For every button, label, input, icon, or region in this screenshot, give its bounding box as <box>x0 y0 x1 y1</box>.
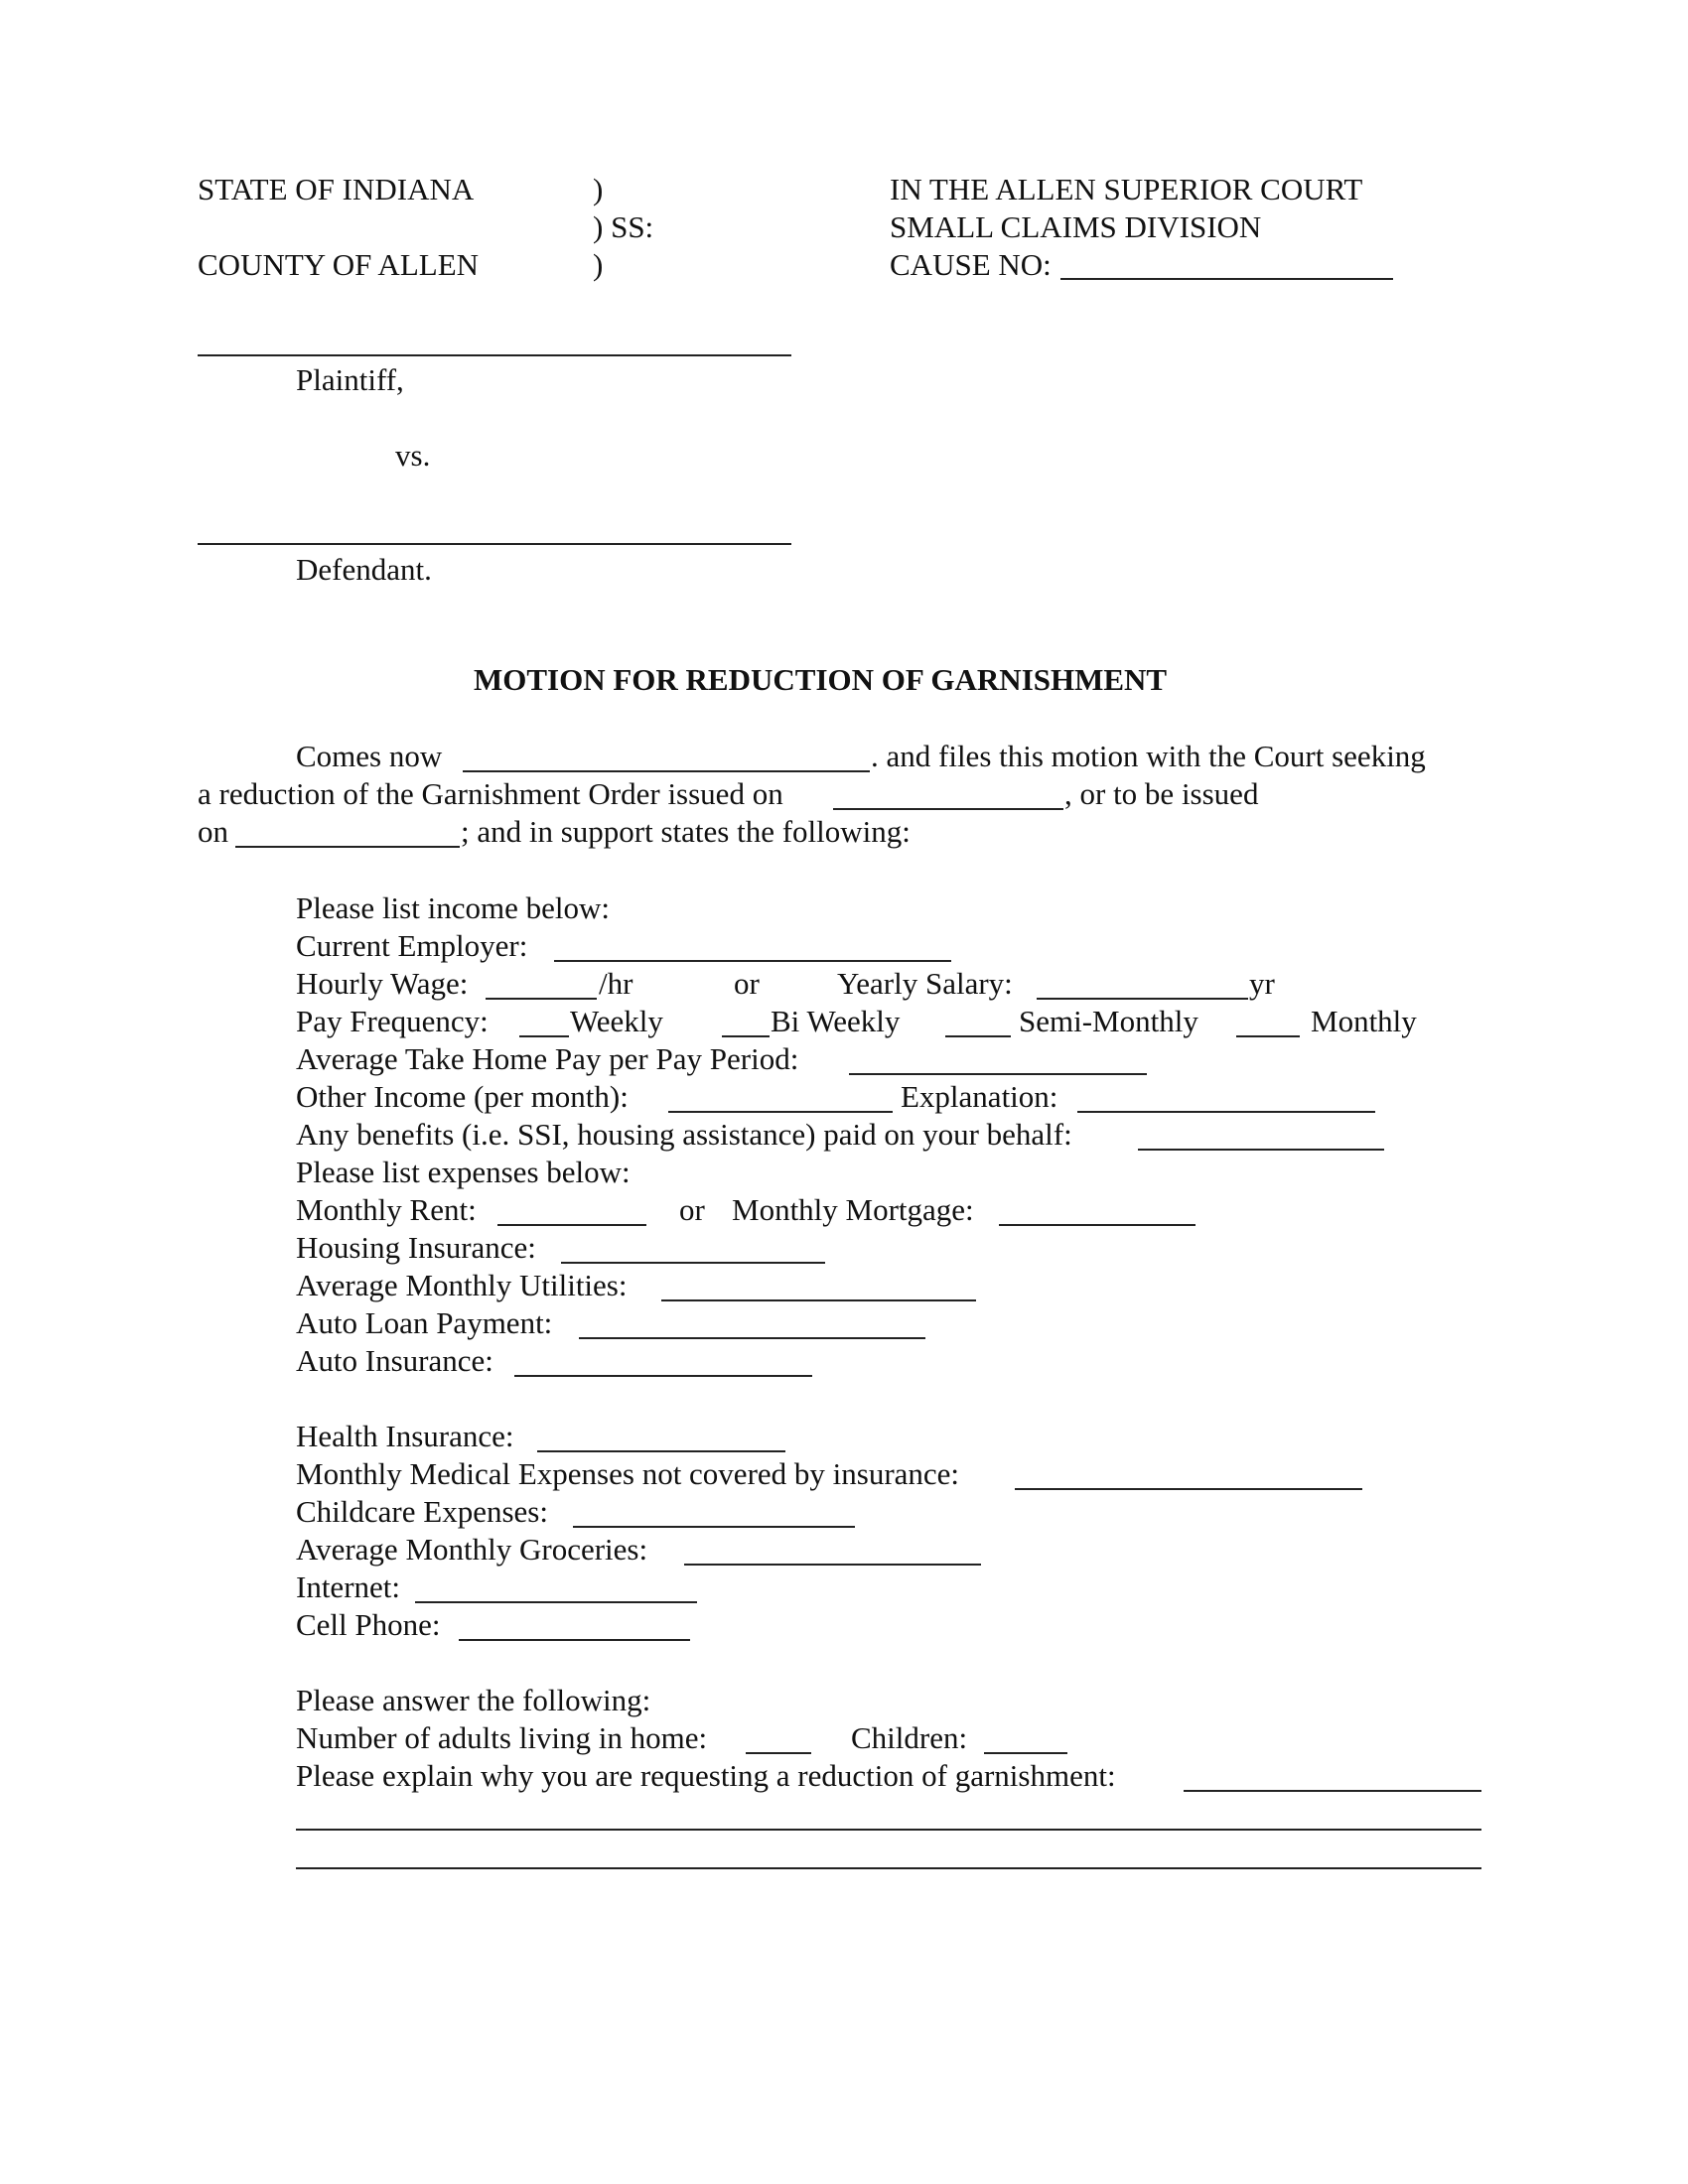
children-field[interactable] <box>984 1752 1067 1754</box>
benefits-label: Any benefits (i.e. SSI, housing assistance) paid on your behalf: <box>296 1117 1072 1152</box>
cell-phone-field[interactable] <box>459 1639 690 1641</box>
caption-paren: ) <box>593 172 604 206</box>
auto-loan-label: Auto Loan Payment: <box>296 1305 553 1340</box>
questions-heading: Please answer the following: <box>296 1683 651 1717</box>
housing-insurance-field[interactable] <box>561 1262 825 1264</box>
other-income-field[interactable] <box>668 1111 893 1113</box>
reduction-text: a reduction of the Garnishment Order issued on <box>198 776 783 811</box>
cause-label: CAUSE NO: <box>890 247 1052 282</box>
internet-field[interactable] <box>415 1601 697 1603</box>
court-name: IN THE ALLEN SUPERIOR COURT <box>890 172 1363 206</box>
children-label: Children: <box>851 1720 968 1755</box>
county-label: COUNTY OF ALLEN <box>198 247 480 282</box>
auto-insurance-label: Auto Insurance: <box>296 1343 493 1378</box>
comes-now-label: Comes now <box>296 739 443 773</box>
weekly-checkbox-line[interactable] <box>519 1035 569 1037</box>
biweekly-option: Bi Weekly <box>771 1004 901 1038</box>
or-label: or <box>734 966 760 1001</box>
explain-continuation-line[interactable] <box>296 1867 1481 1869</box>
rent-label: Monthly Rent: <box>296 1192 477 1227</box>
yearly-salary-field[interactable] <box>1037 998 1248 1000</box>
other-income-label: Other Income (per month): <box>296 1079 629 1114</box>
explain-continuation-line[interactable] <box>296 1829 1481 1831</box>
explanation-field[interactable] <box>1077 1111 1375 1113</box>
take-home-field[interactable] <box>849 1073 1147 1075</box>
state-label: STATE OF INDIANA <box>198 172 475 206</box>
defendant-name-field[interactable] <box>198 543 791 545</box>
hourly-wage-label: Hourly Wage: <box>296 966 469 1001</box>
cell-phone-label: Cell Phone: <box>296 1607 441 1642</box>
health-insurance-label: Health Insurance: <box>296 1419 514 1453</box>
auto-insurance-field[interactable] <box>514 1375 812 1377</box>
weekly-option: Weekly <box>570 1004 663 1038</box>
pay-frequency-label: Pay Frequency: <box>296 1004 489 1038</box>
support-text: ; and in support states the following: <box>461 814 911 849</box>
groceries-label: Average Monthly Groceries: <box>296 1532 648 1567</box>
caption-ss: ) SS: <box>593 209 654 244</box>
adults-field[interactable] <box>746 1752 811 1754</box>
movant-name-field[interactable] <box>463 770 870 772</box>
groceries-field[interactable] <box>684 1564 981 1566</box>
plaintiff-label: Plaintiff, <box>296 362 404 397</box>
adults-label: Number of adults living in home: <box>296 1720 708 1755</box>
internet-label: Internet: <box>296 1570 401 1604</box>
hourly-wage-field[interactable] <box>486 998 597 1000</box>
rent-or-label: or <box>679 1192 705 1227</box>
cause-number-field[interactable] <box>1060 278 1393 280</box>
vs-label: vs. <box>395 438 431 473</box>
utilities-field[interactable] <box>661 1299 976 1301</box>
explanation-label: Explanation: <box>901 1079 1058 1114</box>
mortgage-field[interactable] <box>999 1224 1196 1226</box>
plaintiff-name-field[interactable] <box>198 354 791 356</box>
court-division: SMALL CLAIMS DIVISION <box>890 209 1262 244</box>
per-year-label: yr <box>1249 966 1275 1001</box>
defendant-label: Defendant. <box>296 552 432 587</box>
on-label: on <box>198 814 228 849</box>
health-insurance-field[interactable] <box>537 1450 785 1452</box>
explain-field[interactable] <box>1184 1790 1481 1792</box>
employer-label: Current Employer: <box>296 928 528 963</box>
income-heading: Please list income below: <box>296 890 610 925</box>
childcare-label: Childcare Expenses: <box>296 1494 548 1529</box>
expenses-heading: Please list expenses below: <box>296 1155 631 1189</box>
biweekly-checkbox-line[interactable] <box>722 1035 770 1037</box>
files-text: . and files this motion with the Court seeking <box>871 739 1426 773</box>
employer-field[interactable] <box>554 960 951 962</box>
yearly-salary-label: Yearly Salary: <box>837 966 1013 1001</box>
semimonthly-checkbox-line[interactable] <box>945 1035 1011 1037</box>
to-be-issued-date-field[interactable] <box>235 846 460 848</box>
monthly-checkbox-line[interactable] <box>1236 1035 1300 1037</box>
take-home-label: Average Take Home Pay per Pay Period: <box>296 1041 799 1076</box>
medical-expenses-field[interactable] <box>1015 1488 1362 1490</box>
caption-paren: ) <box>593 247 604 282</box>
medical-expenses-label: Monthly Medical Expenses not covered by insurance: <box>296 1456 960 1491</box>
utilities-label: Average Monthly Utilities: <box>296 1268 628 1302</box>
issued-date-field[interactable] <box>833 808 1063 810</box>
per-hour-label: /hr <box>599 966 633 1001</box>
mortgage-label: Monthly Mortgage: <box>732 1192 974 1227</box>
semimonthly-option: Semi-Monthly <box>1019 1004 1198 1038</box>
page-title: MOTION FOR REDUCTION OF GARNISHMENT <box>474 662 1168 697</box>
housing-insurance-label: Housing Insurance: <box>296 1230 536 1265</box>
monthly-option: Monthly <box>1311 1004 1417 1038</box>
rent-field[interactable] <box>497 1224 646 1226</box>
auto-loan-field[interactable] <box>579 1337 925 1339</box>
childcare-field[interactable] <box>573 1526 855 1528</box>
benefits-field[interactable] <box>1138 1149 1384 1151</box>
or-issued-text: , or to be issued <box>1064 776 1259 811</box>
explain-label: Please explain why you are requesting a reduction of garnishment: <box>296 1758 1116 1793</box>
